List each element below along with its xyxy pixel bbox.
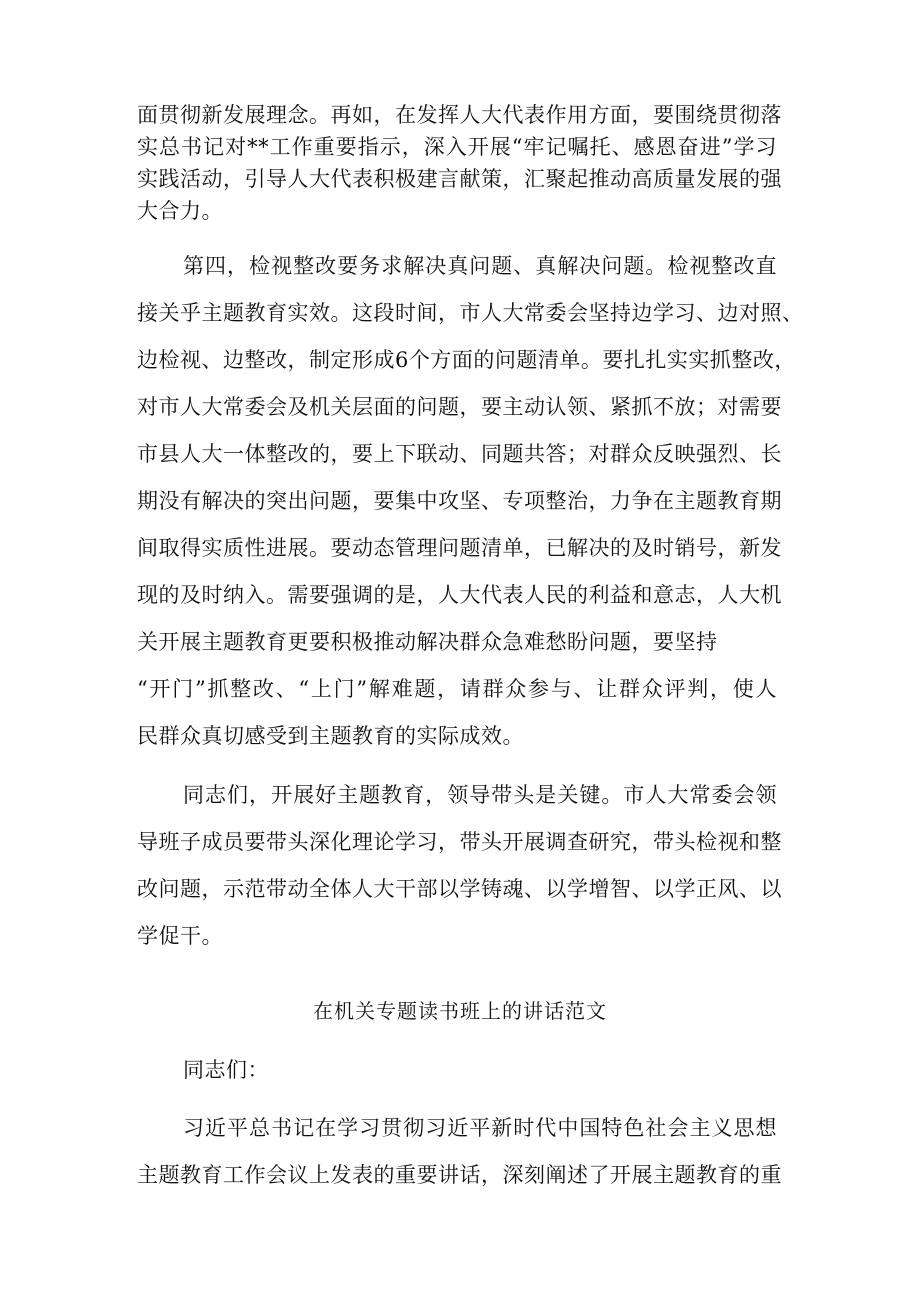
paragraph-line: 习近平总书记在学习贯彻习近平新时代中国特色社会主义思想: [183, 1116, 777, 1140]
salutation: 同志们：: [183, 1058, 269, 1082]
paragraph-line: 边检视、边整改，制定形成6个方面的问题清单。要扎扎实实抓整改，: [137, 348, 796, 372]
paragraph-line: 对市人大常委会及机关层面的问题，要主动认领、紧抓不放；对需要: [137, 395, 782, 419]
paragraph-line: 现的及时纳入。需要强调的是，人大代表人民的利益和意志，人大机: [137, 583, 782, 607]
paragraph-line: 主题教育工作会议上发表的重要讲话，深刻阐述了开展主题教育的重: [137, 1163, 782, 1187]
paragraph-line: 关开展主题教育更要积极推动解决群众急难愁盼问题，要坚持: [137, 630, 718, 654]
paragraph-line: 间取得实质性进展。要动态管理问题清单，已解决的及时销号，新发: [137, 536, 782, 560]
paragraph-line: 改问题，示范带动全体人大干部以学铸魂、以学增智、以学正风、以: [137, 877, 782, 901]
paragraph-line: 实践活动，引导人大代表积极建言献策，汇聚起推动高质量发展的强: [137, 167, 782, 191]
paragraph-line: 大合力。: [137, 199, 223, 223]
paragraph-line: 学促干。: [137, 924, 223, 948]
paragraph-line: 接关乎主题教育实效。这段时间，市人大常委会坚持边学习、边对照、: [137, 301, 804, 325]
paragraph-line: 实总书记对**工作重要指示，深入开展“牢记嘱托、感恩奋进”学习: [137, 135, 777, 159]
paragraph-line: 同志们，开展好主题教育，领导带头是关键。市人大常委会领: [183, 783, 777, 807]
paragraph-line: 期没有解决的突出问题，要集中攻坚、专项整治，力争在主题教育期: [137, 489, 782, 513]
paragraph-line: 民群众真切感受到主题教育的实际成效。: [137, 724, 524, 748]
paragraph-line: 面贯彻新发展理念。再如，在发挥人大代表作用方面，要围绕贯彻落: [137, 103, 782, 127]
section-title: 在机关专题读书班上的讲话范文: [313, 999, 607, 1023]
paragraph-line: “开门”抓整改、“上门”解难题，请群众参与、让群众评判，使人: [137, 677, 777, 701]
paragraph-line: 市县人大一体整改的，要上下联动、同题共答；对群众反映强烈、长: [137, 442, 782, 466]
paragraph-line: 导班子成员要带头深化理论学习，带头开展调查研究，带头检视和整: [137, 830, 782, 854]
paragraph-line: 第四，检视整改要务求解决真问题、真解决问题。检视整改直: [183, 254, 777, 278]
